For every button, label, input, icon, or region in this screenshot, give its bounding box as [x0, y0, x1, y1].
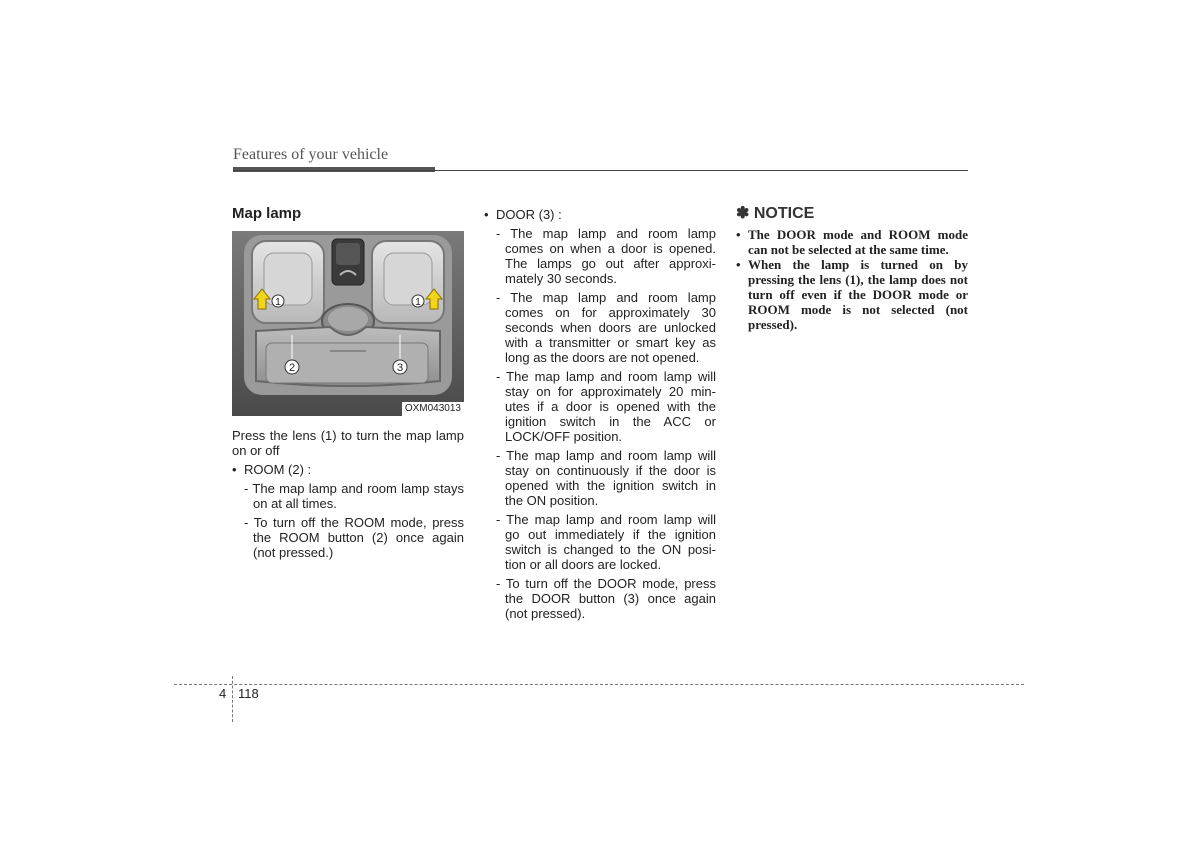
door-item: - The map lamp and room lamp will stay on for approximately 20 min-utes if a door is opened with the ignition switch in the ACC or LOCK/OFF position. — [496, 369, 716, 444]
intro-paragraph: Press the lens (1) to turn the map lamp on or off — [232, 428, 464, 458]
room-bullet: • ROOM (2) : — [232, 462, 464, 477]
map-lamp-illustration — [232, 231, 464, 416]
door-item: - The map lamp and room lamp will go out immediately if the ignition switch is changed to the ON posi-tion or all doors are locked. — [496, 512, 716, 572]
header-rule — [233, 170, 968, 171]
callout-2: 2 — [288, 362, 296, 374]
section-title: Map lamp — [232, 205, 302, 222]
door-item: - The map lamp and room lamp will stay on continuously if the door is opened with the ignition switch in the ON position. — [496, 448, 716, 508]
room-item: - To turn off the ROOM mode, press the ROOM button (2) once again (not pressed.) — [244, 515, 464, 560]
notice-title: ✽ NOTICE — [736, 205, 815, 222]
door-item: - The map lamp and room lamp comes on for approximately 30 seconds when doors are unlocked with a transmitter or smart key as long as the doors are not opened. — [496, 290, 716, 365]
door-item: - To turn off the DOOR mode, press the DOOR button (3) once again (not pressed). — [496, 576, 716, 621]
door-item: - The map lamp and room lamp comes on when a door is opened. The lamps go out after approxi-mately 30 seconds. — [496, 226, 716, 286]
column-1 — [232, 206, 464, 560]
map-lamp-figure — [232, 231, 464, 416]
callout-1-right: 1 — [415, 297, 421, 308]
page-number: 118 — [238, 686, 259, 701]
notice-item: • The DOOR mode and ROOM mode can not be selected at the same time. — [736, 227, 968, 257]
page-header-title: Features of your vehicle — [233, 146, 389, 163]
column-3 — [736, 206, 968, 332]
footer-divider — [232, 676, 233, 722]
door-bullet: • DOOR (3) : — [484, 207, 716, 222]
footer-rule — [174, 684, 1024, 685]
notice-item: • When the lamp is turned on by pressing the lens (1), the lamp does not turn off even if the DOOR mode or ROOM mode is not selected (not pressed). — [736, 257, 968, 332]
room-item: - The map lamp and room lamp stays on at all times. — [244, 481, 464, 511]
column-2 — [484, 207, 716, 621]
callout-3: 3 — [396, 362, 404, 374]
figure-code: OXM043013 — [402, 402, 464, 416]
callout-1-left: 1 — [275, 297, 281, 308]
chapter-number: 4 — [219, 686, 227, 701]
